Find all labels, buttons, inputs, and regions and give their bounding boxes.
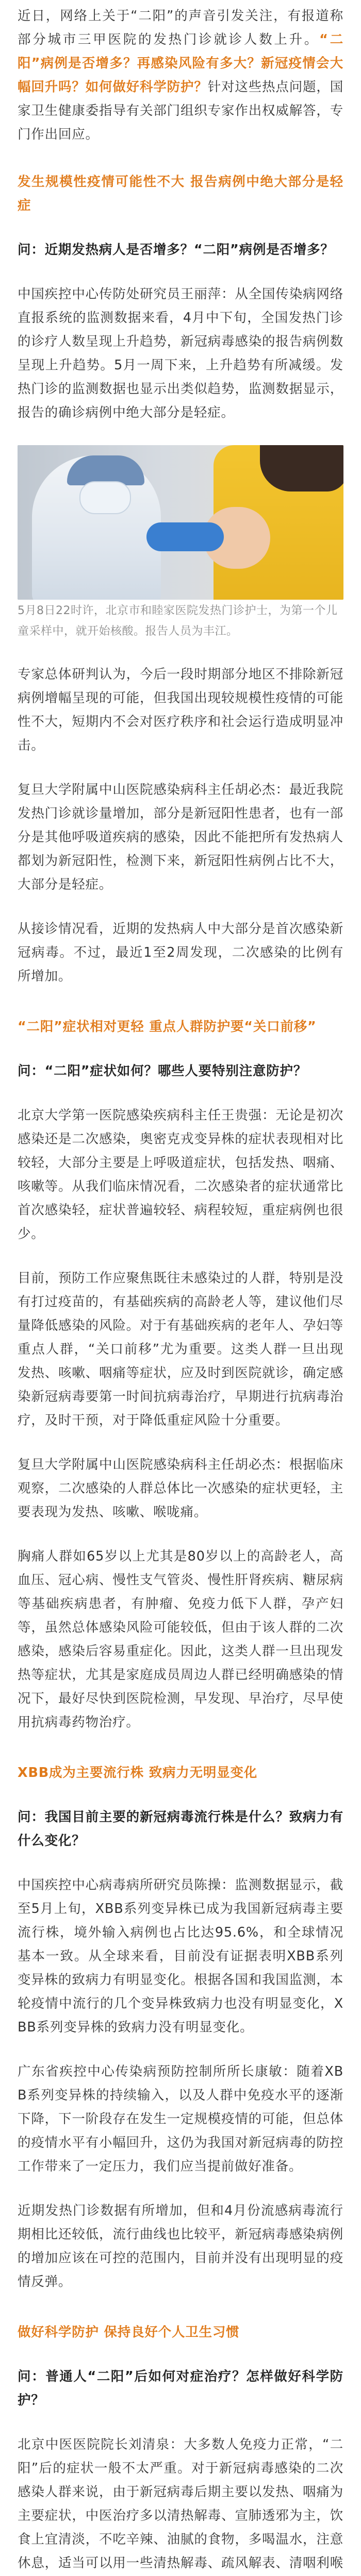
answer-2-4: 胸痛人群如65岁以上尤其是80岁以上的高龄老人，高血压、冠心病、慢性支气管炎、慢性肝肾疾病、糖尿病等基础疾病患者，有肿瘤、免疫力低下人群，孕产妇等，虽然总体感染风险可能较低，但由于该人群的二次感染，感染后容易重症化。因此，这类人群一旦出现发热等症状，尤其是家庭成员周边人群已经明确感染的情况下，最好尽快到医院检测，早发现、早治疗，尽早使用抗病毒药物治疗。 bbox=[18, 1549, 343, 1730]
question-4: 问：普通人“二阳”后如何对症治疗？怎样做好科学防护？ bbox=[18, 2369, 343, 2408]
question-3: 问：我国目前主要的新冠病毒流行株是什么？致病力有什么变化？ bbox=[18, 1809, 343, 1849]
paragraph-1-2: 专家总体研判认为，今后一段时期部分地区不排除新冠病例增幅呈现的可能，但我国出现较规模性疫情的可能性不大，短期内不会对医疗秩序和社会运行造成明显冲击。 bbox=[18, 667, 343, 753]
section-heading-2: “二阳”症状相对更轻 重点人群防护要“关口前移” bbox=[18, 1019, 317, 1035]
answer-2-1: 北京大学第一医院感染疾病科主任王贵强：无论是初次感染还是二次感染，奥密克戎变异株的症状表现相对比较轻，大部分主要是上呼吸道症状，包括发热、咽痛、咳嗽等。从我们临床情况看，二次感染者的症状通常比首次感染轻，症状普遍较轻、病程较短，重症病例也很少。 bbox=[18, 1108, 343, 1242]
question-2: 问：“二阳”症状如何？哪些人要特别注意防护？ bbox=[18, 1063, 307, 1079]
section-heading-3: XBB成为主要流行株 致病力无明显变化 bbox=[18, 1765, 258, 1781]
question-1: 问：近期发热病人是否增多？“二阳”病例是否增多？ bbox=[18, 242, 334, 258]
answer-4-1: 北京中医医院院长刘清泉：大多数人免疫力正常，“二阳”后的症状一般不太严重。对于新冠病毒感染的二次感染人群来说，由于新冠病毒后期主要以发热、咽痛为主要症状，中医治疗多以清热解毒、宣肺透邪为主，饮食上宜清淡，不吃辛辣、油腻的食物，多喝温水，注意休息，适当可以用一些清热解毒、疏风解表、清咽利喉 bbox=[18, 2437, 343, 2571]
section-heading-4: 做好科学防护 保持良好个人卫生习惯 bbox=[18, 2325, 240, 2340]
news-photo bbox=[18, 445, 343, 600]
paragraph-1-4: 从接诊情况看，近期的发热病人中大部分是首次感染新冠病毒。不过，最近1至2周发现，二次感染的比例有所增加。 bbox=[18, 921, 343, 984]
section-heading-1: 发生规模性疫情可能性不大 报告病例中绝大部分是轻症 bbox=[18, 174, 343, 213]
paragraph-1-3: 复旦大学附属中山医院感染病科主任胡必杰：最近我院发热门诊就诊量增加，部分是新冠阳性患者，也有一部分是其他呼吸道疾病的感染，因此不能把所有发热病人都划为新冠阳性，检测下来，新冠阳性病例占比不大，大部分是轻症。 bbox=[18, 782, 343, 892]
intro-block bbox=[18, 0, 343, 146]
answer-3-1: 中国疾控中心病毒病所研究员陈操：监测数据显示，截至5月上旬，XBB系列变异株已成为我国新冠病毒主要流行株，境外输入病例也占比达95.6%，和全球情况基本一致。从全球来看，目前没有证据表明XBB系列变异株的致病力有明显变化。根据各国和我国监测，本轮疫情中流行的几个变异株致病力也没有明显变化，XBB系列变异株的致病力没有明显变化。 bbox=[18, 1877, 343, 2035]
intro-highlight: “二阳”病例是否增多？再感染风险有多大？新冠疫情会大幅回升吗？如何做好科学防护？ bbox=[18, 32, 343, 95]
answer-2-2: 目前，预防工作应聚焦既往未感染过的人群，特别是没有打过疫苗的，有基础疾病的高龄老人等，建议他们尽量降低感染的风险。对于有基础疾病的老年人、孕妇等重点人群，“关口前移”尤为重要。这类人群一旦出现发热、咳嗽、咽痛等症状，应及时到医院就诊，确定感染新冠病毒要第一时间抗病毒治疗，早期进行抗病毒治疗，及时干预，对于降低重症风险十分重要。 bbox=[18, 1270, 343, 1428]
intro-paragraph bbox=[18, 4, 343, 146]
intro-text-1: 近日，网络上关于“二阳”的声音引发关注，有报道称部分城市三甲医院的发热门诊就诊人数上升。 bbox=[18, 8, 343, 47]
answer-3-3: 近期发热门诊数据有所增加，但和4月份流感病毒流行期相比还较低，流行曲线也比较平，新冠病毒感染病例的增加应该在可控的范围内，目前并没有出现明显的疫情反弹。 bbox=[18, 2203, 343, 2290]
answer-3-2: 广东省疾控中心传染病预防控制所所长康敏：随着XBB系列变异株的持续输入，以及人群中免疫水平的逐渐下降，下一阶段存在发生一定规模疫情的可能，但总体的疫情水平有小幅回升，这仍为我国对新冠病毒的防控工作带来了一定压力，我们应当提前做好准备。 bbox=[18, 2064, 343, 2174]
answer-1-1: 中国疾控中心传防处研究员王丽萍：从全国传染病网络直报系统的监测数据来看，4月中下旬，全国发热门诊的诊疗人数呈现上升趋势，新冠病毒感染的报告病例数呈现上升趋势。5月一周下来，上升趋势有所减缓。发热门诊的监测数据也显示出类似趋势，监测数据显示，报告的确诊病例中绝大部分是轻症。 bbox=[18, 286, 343, 420]
intro-text-2: 针对这些热点问题，国家卫生健康委指导有关部门组织专家作出权威解答，专门作出回应。 bbox=[18, 79, 343, 142]
photo-caption: 5月8日22时许，北京市和睦家医院发热门诊护士，为第一个儿童采样中，就开始核酸。报告人员为丰江。 bbox=[18, 604, 338, 638]
answer-2-3: 复旦大学附属中山医院感染病科主任胡必杰：根据临床观察，二次感染的人群总体比一次感染的症状更轻，主要表现为发热、咳嗽、喉咙痛。 bbox=[18, 1457, 343, 1520]
